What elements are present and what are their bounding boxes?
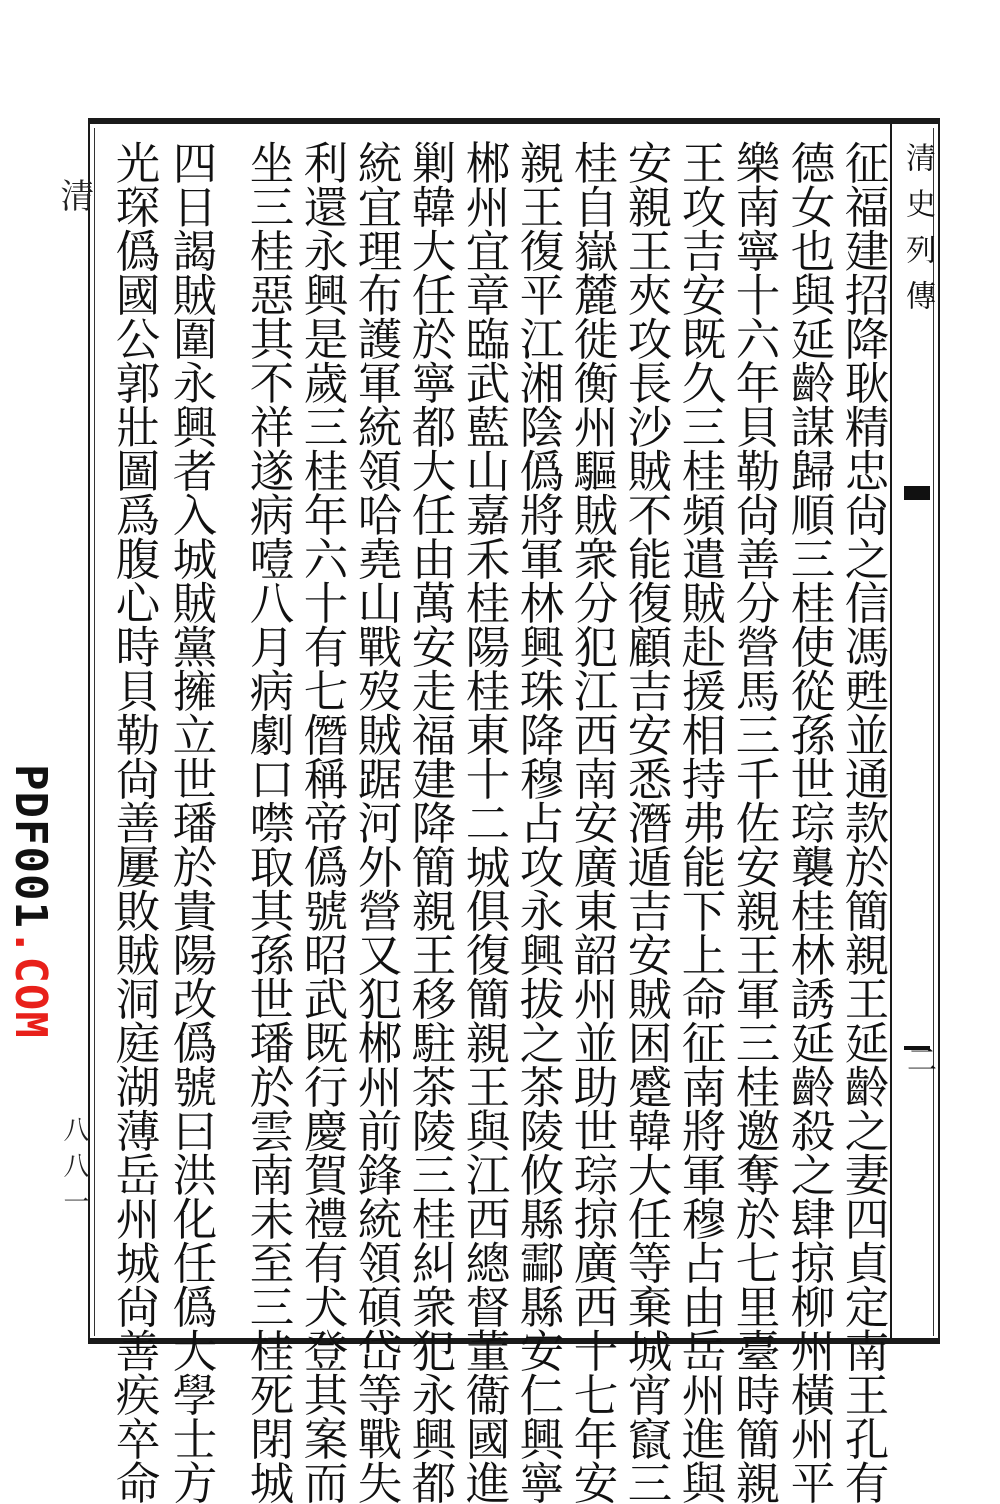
text-column-7: 親王復平江湘陰僞將軍林興珠降穆占攻永興拔之茶陵攸縣酃縣安仁興寧 (512, 140, 563, 1504)
text-column-11: 利還永興是歲三桂年六十有七僭稱帝僞號昭武既行慶賀禮有犬登其案而 (296, 140, 347, 1504)
margin-page-number: 八八一 (59, 1116, 89, 1224)
header-divider (890, 120, 892, 1342)
text-column-2: 德女也與延齡謀歸順三桂使從孫世琮襲桂林誘延齡殺之肆掠柳州橫州平 (783, 140, 834, 1504)
text-column-4: 王攻吉安既久三桂頻遣賊赴援相持弗能下上命征南將軍穆占由岳州進與 (674, 140, 725, 1504)
text-column-1: 征福建招降耿精忠尙之信馮甦並通款於簡親王延齡之妻四貞定南王孔有 (837, 140, 888, 1504)
text-column-12: 坐三桂惡其不祥遂病噎八月病劇口噤取其孫世璠於雲南未至三桂死閉城 (242, 140, 293, 1504)
header-volume-number: 二 (901, 1044, 936, 1074)
text-column-6: 桂自嶽麓徙衡州驅賊衆分犯江西南安廣東韶州並助世琮掠廣西十七年安 (566, 140, 617, 1504)
watermark-text-black: PDF001 (5, 764, 56, 929)
text-column-3: 樂南寧十六年貝勒尙善分營馬三千佐安親王軍三桂邀奪於七里臺時簡親 (728, 140, 779, 1504)
text-column-8: 郴州宜章臨武藍山嘉禾桂陽桂東十二城俱復簡親王與江西總督董衞國進 (458, 140, 509, 1504)
text-column-10: 統宜理布護軍統領哈堯山戰歿賊踞河外營又犯郴州前鋒統領碩岱等戰失 (350, 140, 401, 1504)
text-column-13: 四日謁賊圍永興者入城賊黨擁立世璠於貴陽改僞號曰洪化任僞大學士方 (165, 140, 216, 1504)
text-column-14: 光琛僞國公郭壯圖爲腹心時貝勒尙善屢敗賊洞庭湖薄岳州城尙善疾卒命 (108, 140, 159, 1504)
text-column-9: 剿韓大任於寧都大任由萬安走福建降簡親王移駐茶陵三桂糾衆犯永興都 (404, 140, 455, 1504)
header-black-mark (904, 486, 930, 500)
watermark (5, 764, 56, 1039)
header-title: 清史列傳 (900, 142, 935, 326)
margin-book-title: 清 (54, 178, 94, 212)
watermark-text-red: .COM (5, 928, 56, 1039)
text-column-5: 安親王夾攻長沙賊不能復顧吉安悉潛遁吉安賊困蹙韓大任等棄城宵竄三 (620, 140, 671, 1504)
